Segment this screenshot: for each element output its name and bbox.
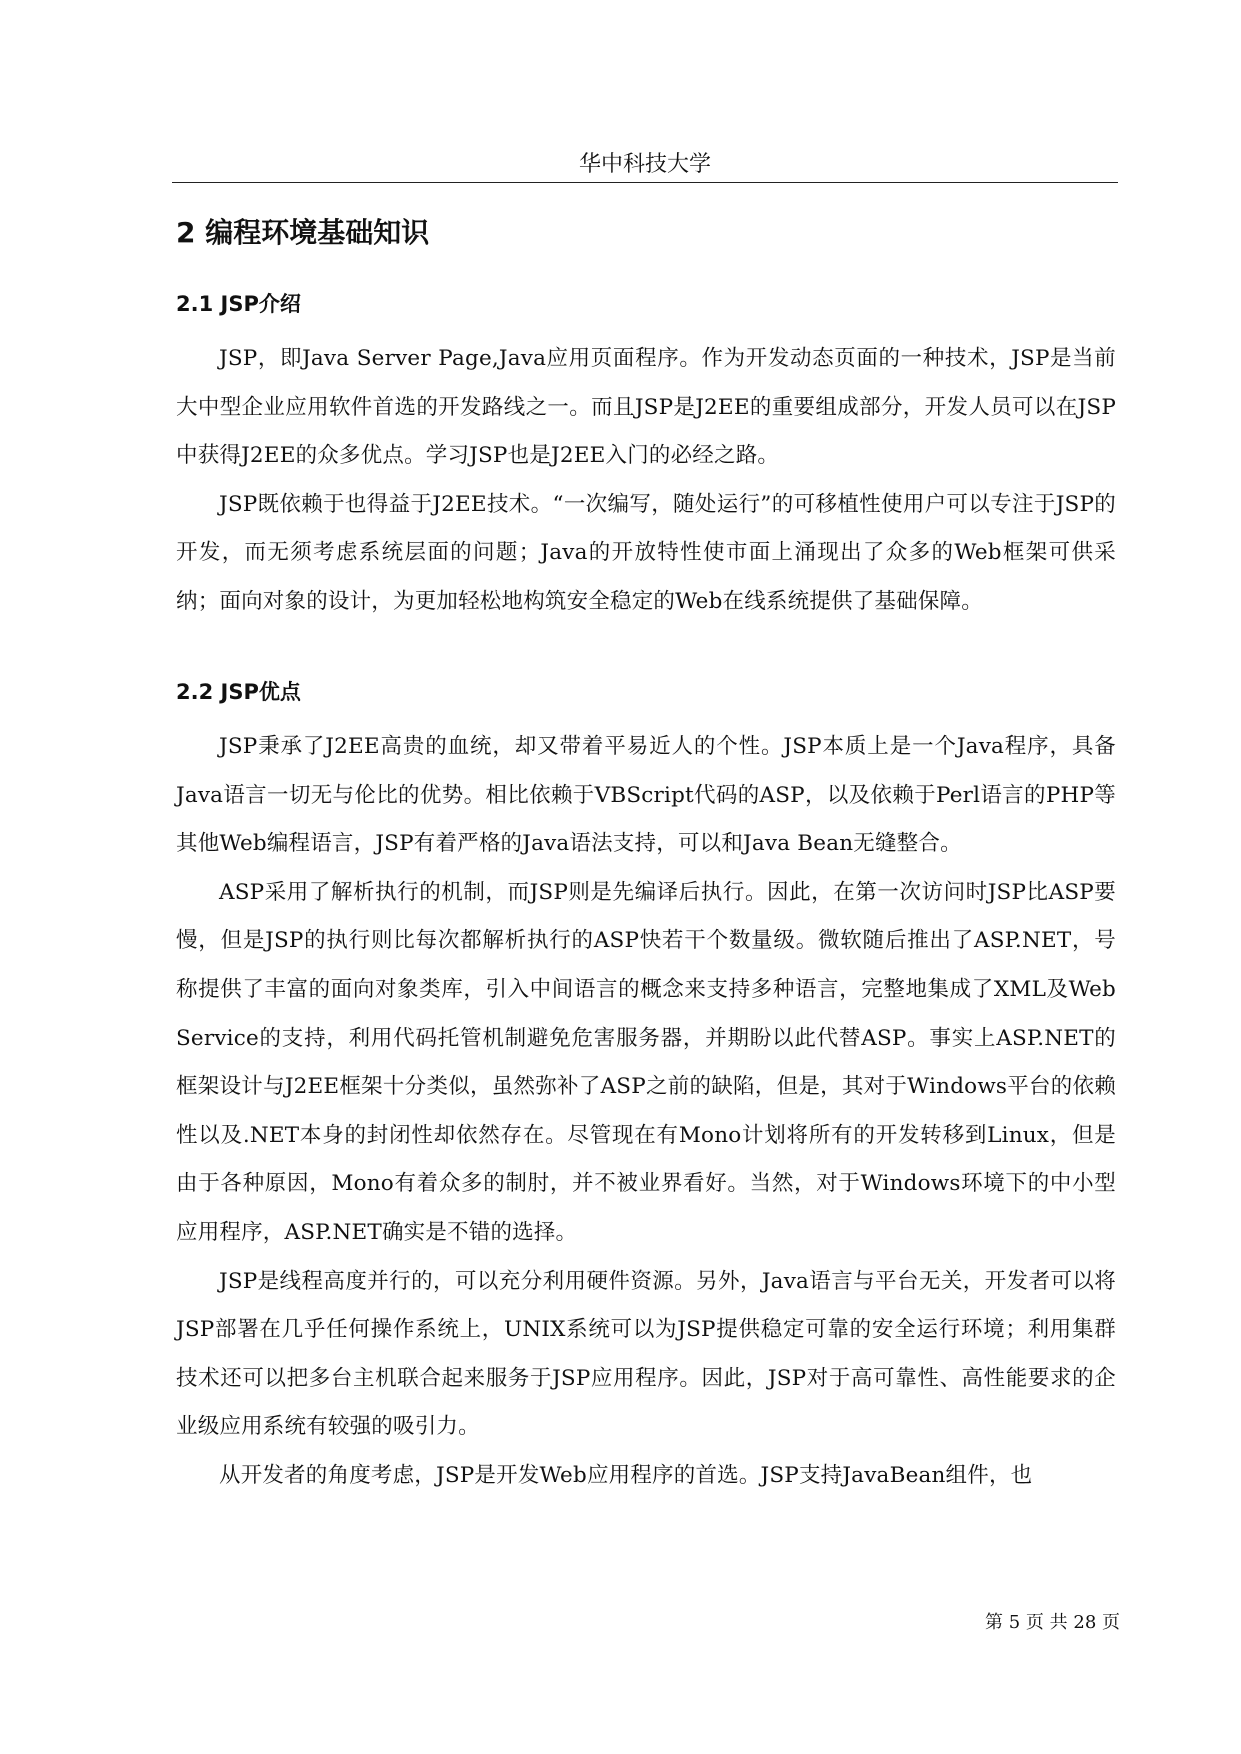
paragraph: JSP是线程高度并行的，可以充分利用硬件资源。另外，Java语言与平台无关，开发者可以将JSP部署在几乎任何操作系统上，UNIX系统可以为JSP提供稳定可靠的安全运行环境；利用集群技术还可以把多台主机联合起来服务于JSP应用程序。因此，JSP对于高可靠性、高性能要求的企业级应用系统有较强的吸引力。 [176, 1268, 1116, 1440]
paragraph: JSP既依赖于也得益于J2EE技术。“一次编写，随处运行”的可移植性使用户可以专注于JSP的开发，而无须考虑系统层面的问题；Java的开放特性使市面上涌现出了众多的Web框架可供采纳；面向对象的设计，为更加轻松地构筑安全稳定的Web在线系统提供了基础保障。 [176, 491, 1116, 614]
section-body-2-1 [176, 335, 1116, 627]
paragraph: ASP采用了解析执行的机制，而JSP则是先编译后执行。因此，在第一次访问时JSP比ASP要慢，但是JSP的执行则比每次都解析执行的ASP快若干个数量级。微软随后推出了ASP.NET，号称提供了丰富的面向对象类库，引入中间语言的概念来支持多种语言，完整地集成了XML及Web Service的支持，利用代码托管机制避免危害服务器，并期盼以此代替ASP。事实上ASP.NET的框架设计与J2EE框架十分类似，虽然弥补了ASP之前的缺陷，但是，其对于Windows平台的依赖性以及.NET本身的封闭性却依然存在。尽管现在有Mono计划将所有的开发转移到Linux，但是由于各种原因，Mono有着众多的制肘，并不被业界看好。当然，对于Windows环境下的中小型应用程序，ASP.NET确实是不错的选择。 [176, 879, 1116, 1245]
page-header [172, 148, 1118, 183]
paragraph: JSP，即Java Server Page,Java应用页面程序。作为开发动态页面的一种技术，JSP是当前大中型企业应用软件首选的开发路线之一。而且JSP是J2EE的重要组成部分，开发人员可以在JSP中获得J2EE的众多优点。学习JSP也是J2EE入门的必经之路。 [176, 346, 1116, 469]
page-number: 第 5 页 共 28 页 [985, 1612, 1120, 1633]
paragraph: 从开发者的角度考虑，JSP是开发Web应用程序的首选。JSP支持JavaBean组件，也 [219, 1462, 1033, 1488]
paragraph: JSP秉承了J2EE高贵的血统，却又带着平易近人的个性。JSP本质上是一个Java程序，具备Java语言一切无与伦比的优势。相比依赖于VBScript代码的ASP，以及依赖于Perl语言的PHP等其他Web编程语言，JSP有着严格的Java语法支持，可以和Java Bean无缝整合。 [176, 734, 1116, 857]
chapter-title: 2 编程环境基础知识 [176, 216, 430, 249]
section-title-2-1: 2.1 JSP介绍 [176, 292, 301, 316]
section-title-2-2: 2.2 JSP优点 [176, 680, 301, 704]
section-body-2-2 [176, 723, 1116, 1501]
header-title: 华中科技大学 [578, 152, 711, 177]
